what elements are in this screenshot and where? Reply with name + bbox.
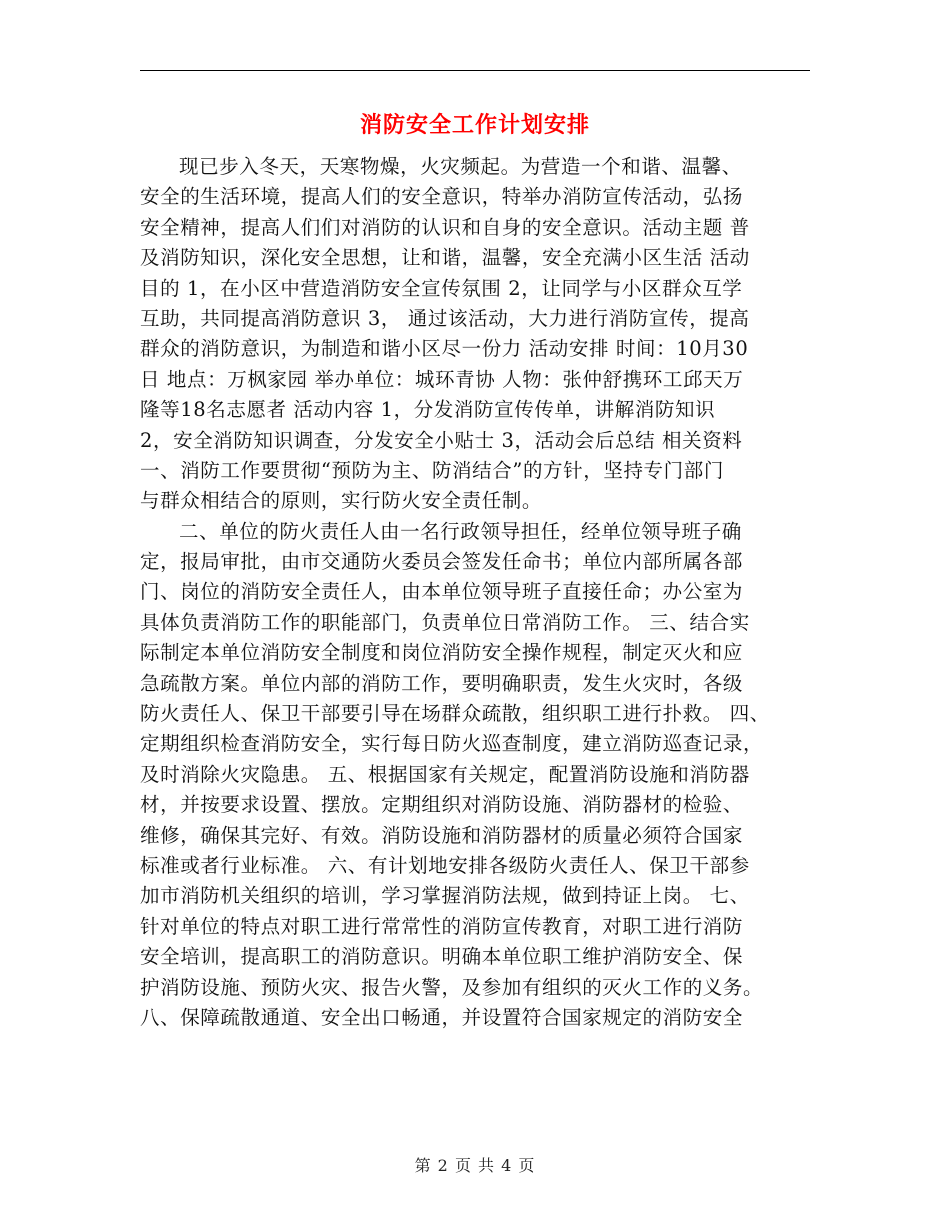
body-line: 护消防设施、预防火灾、报告火警，及参加有组织的灭火工作的义务。 (140, 975, 764, 999)
body-line: 一、消防工作要贯彻“预防为主、防消结合”的方针，坚持专门部门 (140, 458, 724, 482)
body-line: 定，报局审批，由市交通防火委员会签发任命书；单位内部所属各部 (140, 550, 744, 574)
body-line: 及消防知识，深化安全思想，让和谐，温馨，安全充满小区生活 活动 (140, 246, 750, 270)
body-line: 标准或者行业标准。 六、有计划地安排各级防火责任人、保卫干部参 (140, 853, 750, 877)
body-line: 群众的消防意识，为制造和谐小区尽一份力 活动安排 时间：10月30 (140, 337, 749, 361)
body-line: 与群众相结合的原则，实行防火安全责任制。 (140, 489, 543, 513)
body-line: 材，并按要求设置、摆放。定期组织对消防设施、消防器材的检验、 (140, 793, 744, 817)
document-body (140, 152, 810, 1033)
body-line: 安全培训，提高职工的消防意识。明确本单位职工维护消防安全、保 (140, 945, 744, 969)
body-line: 具体负责消防工作的职能部门，负责单位日常消防工作。 三、结合实 (140, 610, 750, 634)
body-line: 目的 1，在小区中营造消防安全宣传氛围 2，让同学与小区群众互学 (140, 276, 743, 300)
body-line: 2，安全消防知识调查，分发安全小贴士 3，活动会后总结 相关资料 (140, 428, 743, 452)
body-line: 门、岗位的消防安全责任人，由本单位领导班子直接任命；办公室为 (140, 580, 744, 604)
body-line: 隆等18名志愿者 活动内容 1，分发消防宣传传单，讲解消防知识 (140, 398, 716, 422)
body-line: 及时消除火灾隐患。 五、根据国家有关规定，配置消防设施和消防器 (140, 762, 750, 786)
page-footer: 第 2 页 共 4 页 (414, 1156, 536, 1175)
body-line: 二、单位的防火责任人由一名行政领导担任，经单位领导班子确 (179, 519, 742, 543)
body-line: 加市消防机关组织的培训，学习掌握消防法规，做到持证上岗。 七、 (140, 884, 750, 908)
body-line: 针对单位的特点对职工进行常常性的消防宣传教育，对职工进行消防 (140, 914, 744, 938)
body-line: 八、保障疏散通道、安全出口畅通，并设置符合国家规定的消防安全 (140, 1005, 744, 1029)
body-line: 现已步入冬天，天寒物燥，火灾频起。为营造一个和谐、温馨、 (179, 155, 742, 178)
body-line: 定期组织检查消防安全，实行每日防火巡查制度，建立消防巡查记录， (140, 732, 764, 756)
body-line: 日 地点：万枫家园 举办单位：城环青协 人物：张仲舒携环工邱天万 (140, 367, 744, 391)
body-line: 维修，确保其完好、有效。消防设施和消防器材的质量必须符合国家 (140, 823, 744, 847)
body-line: 急疏散方案。单位内部的消防工作，要明确职责，发生火灾时，各级 (140, 671, 744, 695)
body-line: 安全的生活环境，提高人们的安全意识，特举办消防宣传活动，弘扬 (140, 185, 744, 209)
header-rule (140, 70, 810, 71)
body-line: 互助，共同提高消防意识 3， 通过该活动，大力进行消防宣传，提高 (140, 306, 750, 330)
body-line: 安全精神，提高人们们对消防的认识和自身的安全意识。活动主题 普 (140, 215, 750, 239)
body-line: 际制定本单位消防安全制度和岗位消防安全操作规程，制定灭火和应 (140, 641, 744, 665)
body-line: 防火责任人、保卫干部要引导在场群众疏散，组织职工进行扑救。 四、 (140, 702, 770, 726)
document-title: 消防安全工作计划安排 (359, 112, 590, 138)
